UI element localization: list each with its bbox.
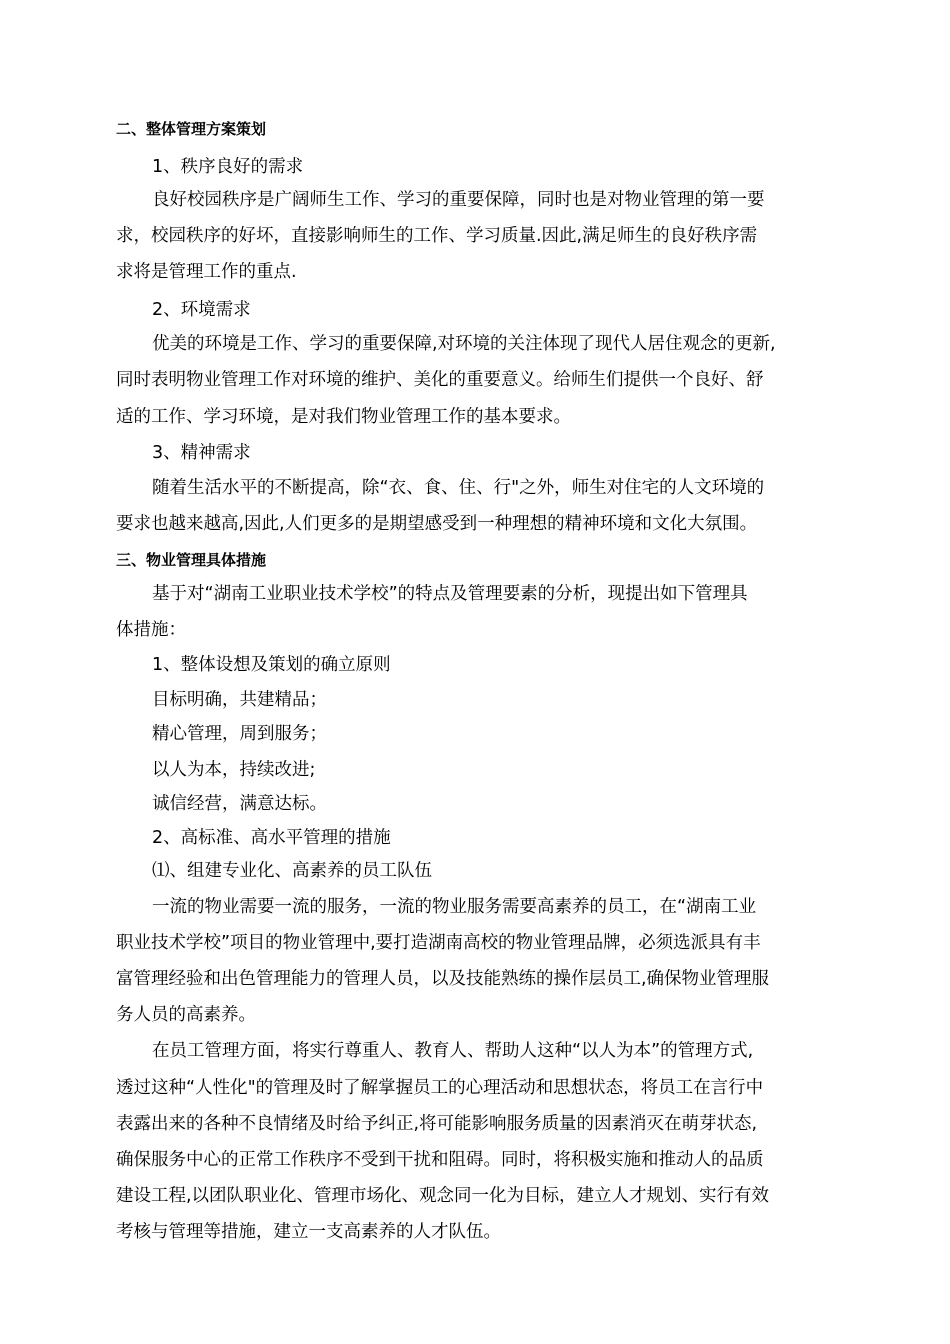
paragraph-line: 富管理经验和出色管理能力的管理人员，以及技能熟练的操作层员工,确保物业管理服 — [116, 969, 770, 989]
paragraph-line: 一流的物业需要一流的服务，一流的物业服务需要高素养的员工，在“湖南工业 — [152, 897, 757, 917]
paragraph-line: 求将是管理工作的重点. — [116, 262, 297, 282]
principle-item: 以人为本，持续改进; — [152, 760, 316, 780]
principle-item: 精心管理，周到服务； — [152, 724, 327, 744]
paragraph-line: 确保服务中心的正常工作秩序不受到干扰和阻碍。同时，将积极实施和推动人的品质 — [116, 1150, 764, 1170]
subheading-principles: 1、整体设想及策划的确立原则 — [152, 655, 391, 675]
paragraph-line: 基于对“湖南工业职业技术学校”的特点及管理要素的分析，现提出如下管理具 — [152, 584, 748, 604]
paragraph-line: 职业技术学校”项目的物业管理中,要打造湖南高校的物业管理品牌，必须选派具有丰 — [116, 933, 761, 953]
paragraph-line: 良好校园秩序是广阔师生工作、学习的重要保障，同时也是对物业管理的第一要 — [152, 190, 765, 210]
paragraph-line: 建设工程,以团队职业化、管理市场化、观念同一化为目标，建立人才规划、实行有效 — [116, 1186, 770, 1206]
section-heading-overall-plan: 二、整体管理方案策划 — [116, 120, 267, 138]
paragraph-line: 要求也越来越高,因此,人们更多的是期望感受到一种理想的精神环境和文化大氛围。 — [116, 514, 758, 534]
paragraph-line: 随着生活水平的不断提高，除“衣、食、住、行"之外，师生对住宅的人文环境的 — [152, 478, 765, 498]
paragraph-line: 表露出来的各种不良情绪及时给予纠正,将可能影响服务质量的因素消灭在萌芽状态, — [116, 1114, 758, 1134]
section-heading-specific-measures: 三、物业管理具体措施 — [116, 551, 267, 569]
paragraph-line: 考核与管理等措施，建立一支高素养的人才队伍。 — [116, 1222, 501, 1242]
paragraph-line: 在员工管理方面，将实行尊重人、教育人、帮助人这种“以人为本”的管理方式, — [152, 1041, 754, 1061]
subheading-high-standard-measures: 2、高标准、高水平管理的措施 — [152, 828, 391, 848]
subheading-staff-team: ⑴、组建专业化、高素养的员工队伍 — [152, 861, 432, 881]
paragraph-line: 同时表明物业管理工作对环境的维护、美化的重要意义。给师生们提供一个良好、舒 — [116, 370, 764, 390]
paragraph-line: 务人员的高素养。 — [116, 1005, 256, 1025]
paragraph-line: 体措施： — [116, 620, 186, 640]
subheading-environment-needs: 2、环境需求 — [152, 300, 251, 320]
paragraph-line: 求，校园秩序的好坏，直接影响师生的工作、学习质量.因此,满足师生的良好秩序需 — [116, 226, 758, 246]
paragraph-line: 适的工作、学习环境，是对我们物业管理工作的基本要求。 — [116, 407, 571, 427]
paragraph-line: 优美的环境是工作、学习的重要保障,对环境的关注体现了现代人居住观念的更新, — [152, 334, 776, 354]
principle-item: 诚信经营，满意达标。 — [152, 794, 327, 814]
principle-item: 目标明确，共建精品； — [152, 690, 327, 710]
subheading-spiritual-needs: 3、精神需求 — [152, 443, 251, 463]
paragraph-line: 透过这种“人性化"的管理及时了解掌握员工的心理活动和思想状态，将员工在言行中 — [116, 1078, 764, 1098]
subheading-order-needs: 1、秩序良好的需求 — [152, 157, 304, 177]
